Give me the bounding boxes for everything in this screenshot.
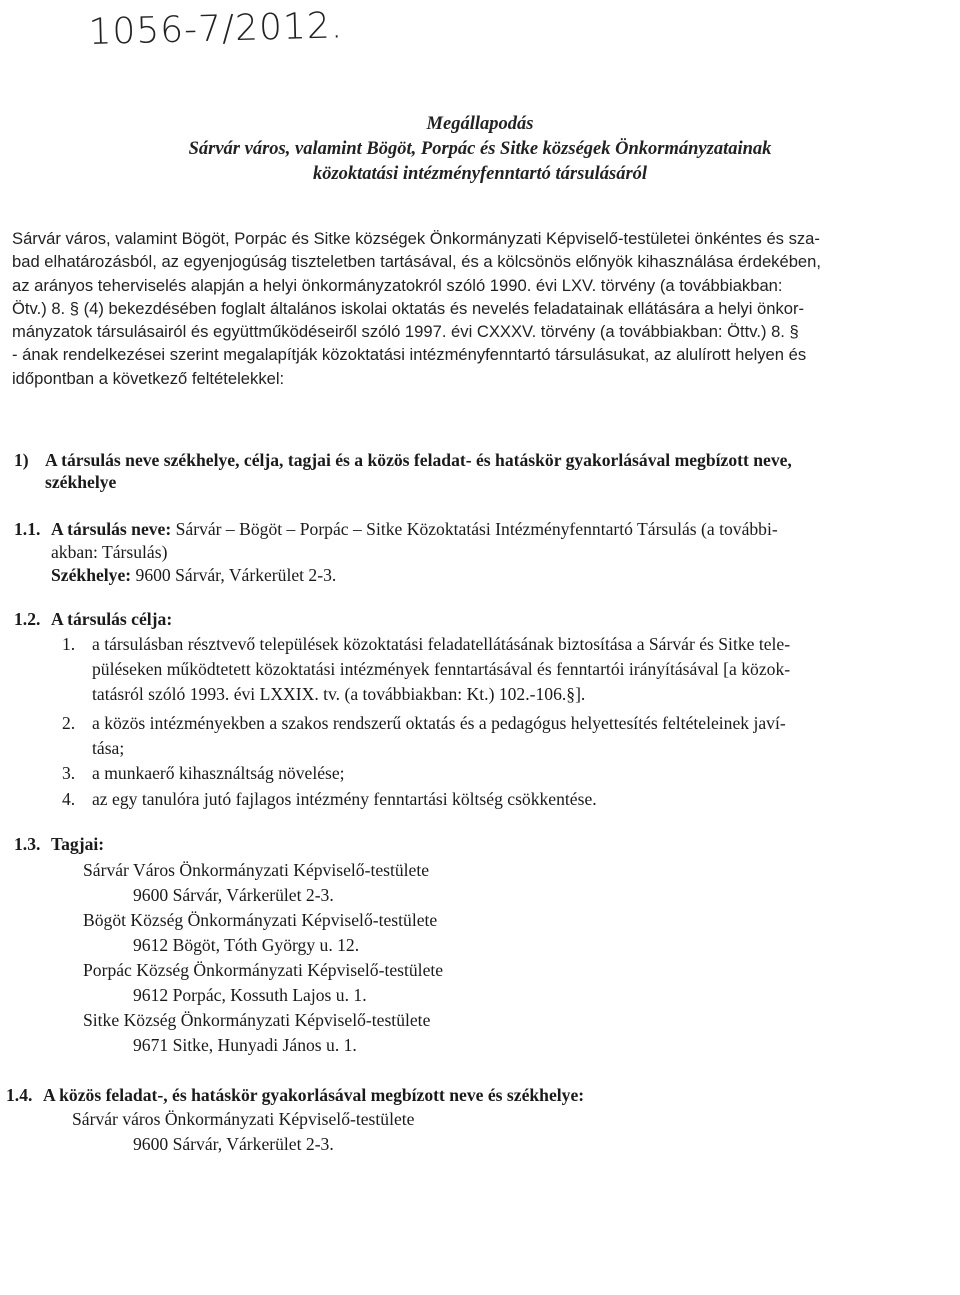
intro-paragraph: [12, 227, 952, 390]
handwritten-reference-number: 1056-7/2012.: [88, 5, 344, 53]
intro-line: - ának rendelkezései szerint megalapítják közoktatási intézményfenntartó társulásukat, az alulírott helyen és: [12, 345, 807, 365]
member-address: 9612 Bögöt, Tóth György u. 12.: [133, 935, 360, 955]
section-1-4-label: A közös feladat-, és hatáskör gyakorlásával megbízott neve és székhelye:: [43, 1085, 585, 1105]
member-address: 9612 Porpác, Kossuth Lajos u. 1.: [133, 985, 367, 1005]
member-name: Porpác Község Önkormányzati Képviselő-testülete: [83, 960, 444, 980]
list-item-line: tása;: [92, 738, 125, 758]
delegate-name: Sárvár város Önkormányzati Képviselő-testülete: [72, 1109, 415, 1129]
member-address: 9671 Sitke, Hunyadi János u. 1.: [133, 1035, 357, 1055]
intro-line: Sárvár város, valamint Bögöt, Porpác és Sitke községek Önkormányzati Képviselő-testületei önkéntes és sza-: [12, 229, 820, 248]
section-1-heading-line-2: székhelye: [45, 472, 117, 492]
list-item-number: 3.: [62, 763, 76, 783]
section-1-1-line-2: akban: Társulás): [51, 542, 168, 562]
intro-line: Ötv.) 8. § (4) bekezdésében foglalt általános iskolai oktatás és nevelés feladatainak ellátására a helyi önkor-: [12, 298, 805, 318]
section-1-3-label: Tagjai:: [51, 834, 105, 854]
list-item-line: a munkaerő kihasználtság növelése;: [92, 763, 345, 783]
document-title: [0, 112, 960, 187]
list-item-number: 2.: [62, 713, 76, 733]
section-1-1-line-1: [51, 518, 778, 541]
section-1-3-number: 1.3.: [14, 834, 41, 854]
list-item-number: 4.: [62, 789, 76, 809]
member-name: Bögöt Község Önkormányzati Képviselő-testülete: [83, 910, 438, 930]
member-address: 9600 Sárvár, Várkerület 2-3.: [133, 885, 334, 905]
title-line-3: közoktatási intézményfenntartó társulásáról: [312, 164, 648, 184]
member-name: Sárvár Város Önkormányzati Képviselő-testülete: [83, 860, 430, 880]
member-name: Sitke Község Önkormányzati Képviselő-testülete: [83, 1010, 431, 1030]
section-1-1-seat: [51, 564, 336, 587]
section-1-4-number: 1.4.: [6, 1085, 33, 1105]
section-1-number: 1): [14, 450, 29, 470]
seat-label: Székhelye:: [51, 565, 132, 585]
title-line-1: Megállapodás: [426, 114, 534, 134]
section-1-1-text: Sárvár – Bögöt – Porpác – Sitke Közoktatási Intézményfenntartó Társulás (a további-: [171, 519, 778, 539]
intro-line: mányzatok társulásairól és együttműködéseiről szóló 1997. évi CXXXV. törvény (a továbbiakban: Öttv.) 8. §: [12, 322, 799, 342]
section-1-1-label: A társulás neve:: [51, 519, 172, 539]
intro-line: az arányos teherviselés alapján a helyi önkormányzatokról szóló 1990. évi LXV. törvény (a továbbiakban:: [12, 275, 783, 295]
intro-line: időpontban a következő feltételekkel:: [12, 368, 285, 388]
section-1-2-number: 1.2.: [14, 609, 41, 629]
title-line-2: Sárvár város, valamint Bögöt, Porpác és Sitke községek Önkormányzatainak: [188, 139, 772, 159]
list-item-number: 1.: [62, 634, 76, 654]
intro-line: bad elhatározásból, az egyenjogúság tiszteletben tartásával, és a kölcsönös előnyök kihasználása érdekében,: [12, 252, 822, 272]
list-item-line: az egy tanulóra jutó fajlagos intézmény fenntartási költség csökkentése.: [92, 789, 597, 809]
section-1-2-label: A társulás célja:: [51, 609, 173, 629]
list-item-line: a közös intézményekben a szakos rendszerű oktatás és a pedagógus helyettesítés feltételeinek javí-: [92, 713, 786, 733]
seat-value: 9600 Sárvár, Várkerület 2-3.: [131, 565, 337, 585]
section-1-1-number: 1.1.: [14, 519, 41, 539]
list-item-line: a társulásban résztvevő települések közoktatási feladatellátásának biztosítása a Sárvár és Sitke tele-: [92, 634, 791, 654]
list-item-line: püléseken működtetett közoktatási intézmények fenntartásával és fenntartói irányításával [a közok-: [92, 659, 791, 679]
delegate-address: 9600 Sárvár, Várkerület 2-3.: [133, 1134, 334, 1154]
list-item-line: tatásról szóló 1993. évi LXXIX. tv. (a továbbiakban: Kt.) 102.-106.§].: [92, 684, 586, 704]
section-1-heading-line-1: A társulás neve székhelye, célja, tagjai és a közös feladat- és hatáskör gyakorlásával megbízott neve,: [45, 450, 792, 470]
